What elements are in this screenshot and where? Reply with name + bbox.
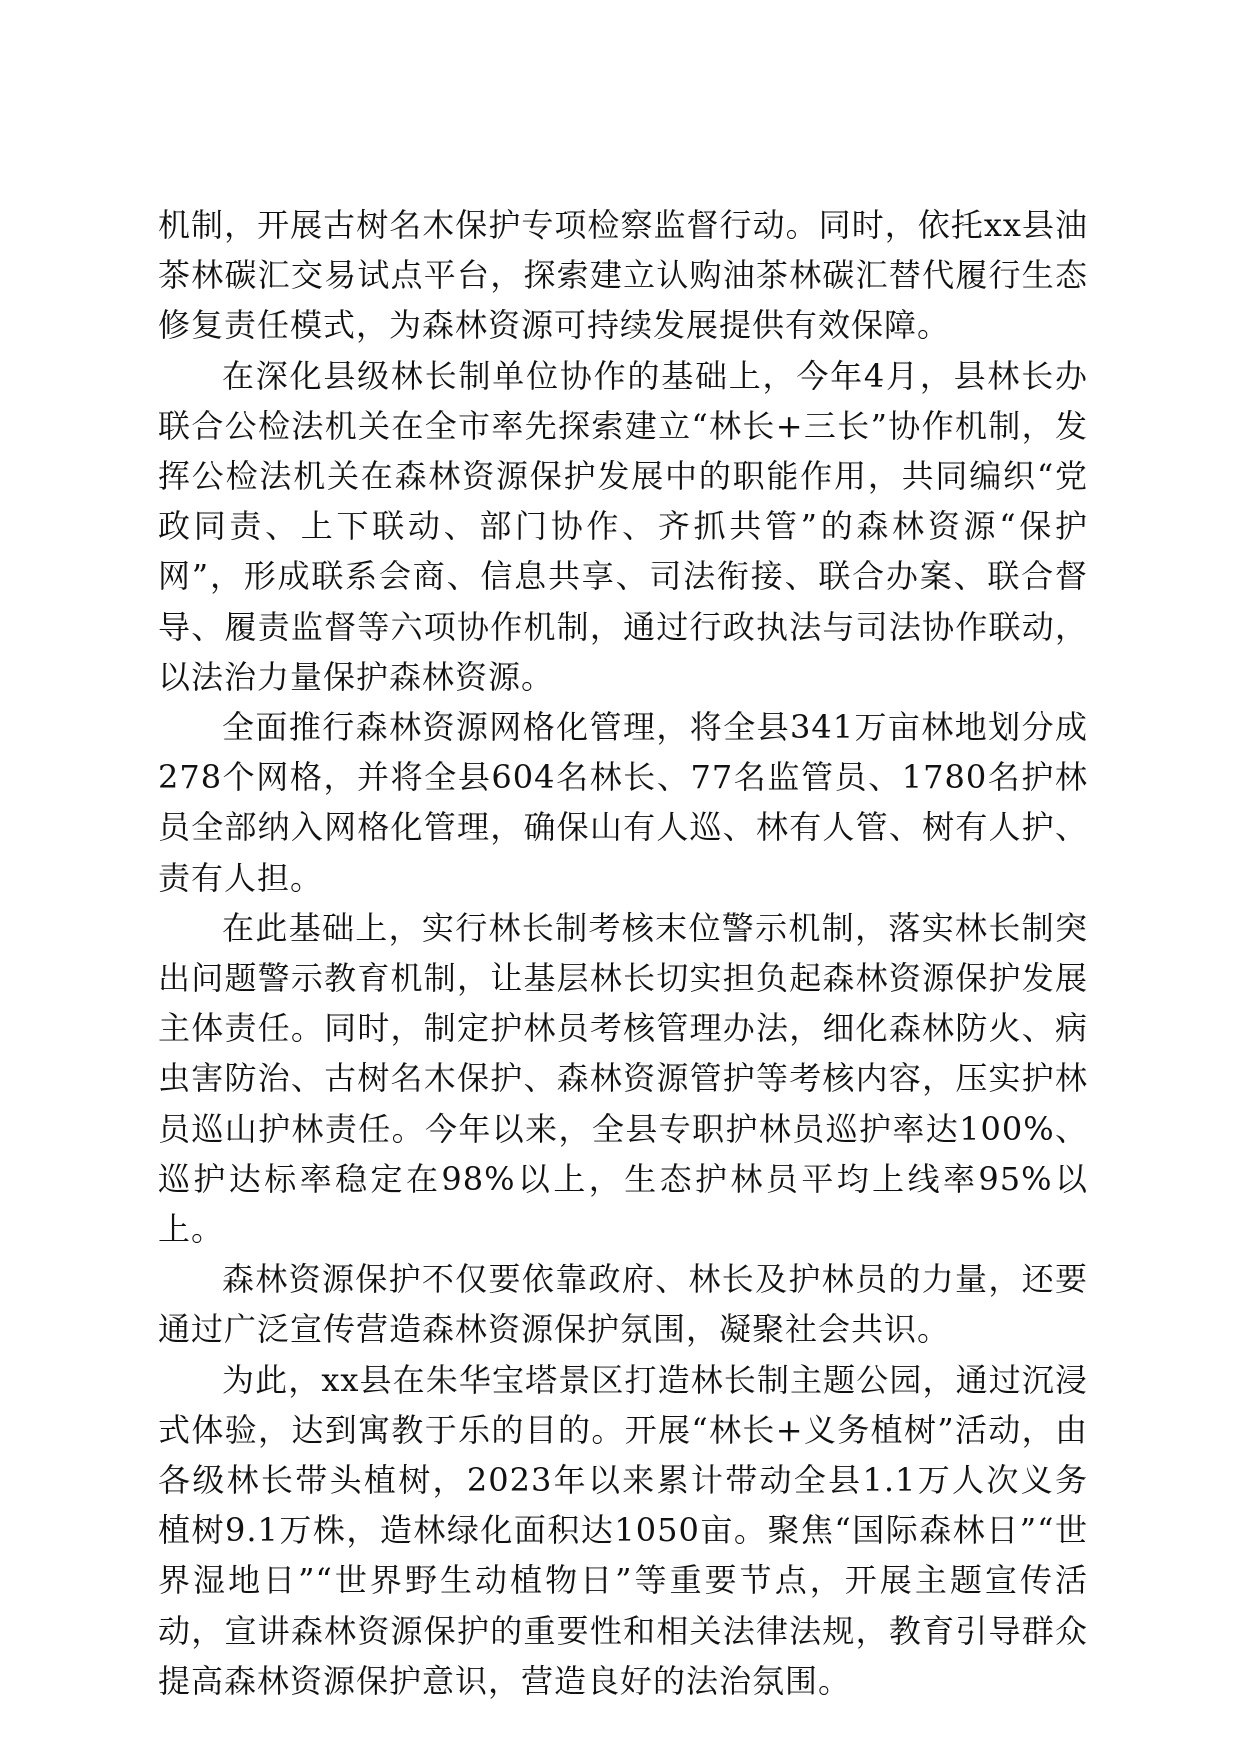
paragraph-assessment-warning: 在此基础上，实行林长制考核末位警示机制，落实林长制突出问题警示教育机制，让基层林长切实担负起森林资源保护发展主体责任。同时，制定护林员考核管理办法，细化森林防火、病虫害防治、古树名木保护、森林资源管护等考核内容，压实护林员巡山护林责任。今年以来，全县专职护林员巡护率达100%、巡护达标率稳定在98%以上，生态护林员平均上线率95%以上。 [158,908,1088,1249]
document-body [158,200,1088,1706]
paragraph-continued: 机制，开展古树名木保护专项检察监督行动。同时，依托xx县油茶林碳汇交易试点平台，探索建立认购油茶林碳汇替代履行生态修复责任模式，为森林资源可持续发展提供有效保障。 [158,206,1088,345]
paragraph-collaboration-mechanism: 在深化县级林长制单位协作的基础上，今年4月，县林长办联合公检法机关在全市率先探索建立“林长+三长”协作机制，发挥公检法机关在森林资源保护发展中的职能作用，共同编织“党政同责、上下联动、部门协作、齐抓共管”的森林资源“保护网”，形成联系会商、信息共享、司法衔接、联合办案、联合督导、履责监督等六项协作机制，通过行政执法与司法协作联动，以法治力量保护森林资源。 [158,356,1088,696]
paragraph-theme-park: 为此，xx县在朱华宝塔景区打造林长制主题公园，通过沉浸式体验，达到寓教于乐的目的。开展“林长+义务植树”活动，由各级林长带头植树，2023年以来累计带动全县1.1万人次义务植树9.1万株，造林绿化面积达1050亩。聚焦“国际森林日”“世界湿地日”“世界野生动植物日”等重要节点，开展主题宣传活动，宣讲森林资源保护的重要性和相关法律法规，教育引导群众提高森林资源保护意识，营造良好的法治氛围。 [158,1360,1088,1700]
paragraph-publicity: 森林资源保护不仅要依靠政府、林长及护林员的力量，还要通过广泛宣传营造森林资源保护氛围，凝聚社会共识。 [158,1260,1088,1349]
paragraph-grid-management: 全面推行森林资源网格化管理，将全县341万亩林地划分成278个网格，并将全县604名林长、77名监管员、1780名护林员全部纳入网格化管理，确保山有人巡、林有人管、树有人护、责有人担。 [158,708,1088,897]
